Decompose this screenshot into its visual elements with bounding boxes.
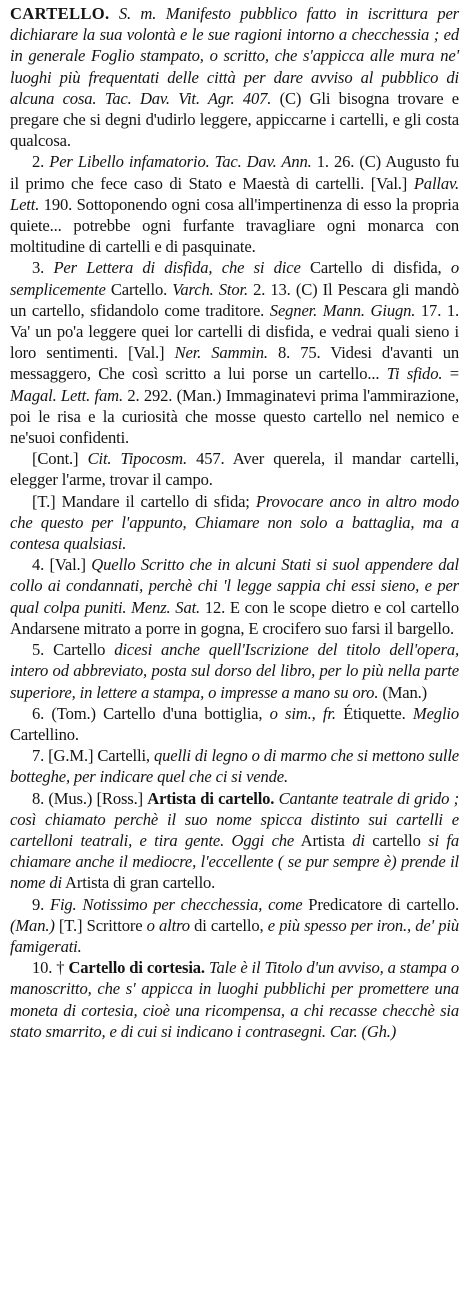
text-run: 4. [Val.]: [32, 555, 92, 575]
text-run: Cartello di cortesia.: [68, 958, 205, 978]
text-run: Cartello di disfida,: [300, 258, 451, 278]
text-run: Ti sfido.: [386, 364, 443, 384]
text-run: dicesi anche quell'Iscrizione del titolo dell'opera, intero od abbreviato, posta sul dorso del libro, per lo più nella parte superiore, in lettere a stampa, o impresse a mano su oro.: [10, 640, 459, 702]
text-run: Pallav. Lett.: [10, 173, 459, 214]
text-run: Quello Scritto che in alcuni Stati si suol appendere dal collo ai condannati, perchè chi 'l legge sappia chi essi sieno, e per qual colpa puniti. Menz. Sat.: [10, 555, 460, 617]
text-run: 1. 26. (C) Augusto fu il primo che fece caso di Stato e Maestà di cartelli. [Val.]: [10, 152, 459, 193]
text-run: (C) Gli bisogna trovare e pregare che si degni d'udirlo leggere, appiccarne i cartelli, e gli costa qualcosa.: [10, 88, 460, 151]
text-run: Artista di cartello.: [147, 788, 275, 808]
sense-7: [10, 745, 459, 787]
text-run: 8. (Mus.) [Ross.]: [32, 788, 148, 808]
text-run: [T.] Mandare il cartello di sfida;: [32, 491, 256, 511]
text-run: Cartello.: [105, 279, 173, 299]
text-run: [Cont.]: [32, 449, 88, 469]
text-run: di cartello,: [189, 915, 268, 935]
text-run: 10. †: [32, 958, 69, 978]
text-run: 6. (Tom.) Cartello d'una bottiglia,: [32, 703, 270, 723]
text-run: cartello: [364, 830, 429, 850]
sense-10: [10, 957, 459, 1042]
sense-3-citation-cont: [10, 448, 459, 490]
text-run: Étiquette.: [335, 703, 413, 723]
sense-9: [10, 894, 459, 958]
text-run: Tale è il Titolo d'un avviso, a stampa o manoscritto, che s' appicca in luoghi pubblichi per promettere una moneta di cortesia, cioè una ricompensa, a chi recasse checchè sia stato smarrito, e di cui si indicano i contrasegni. Car. (Gh.): [10, 958, 459, 1041]
sense-2: [10, 151, 459, 257]
text-run: Magal. Lett. fam.: [10, 385, 123, 405]
text-run: (Man.): [378, 682, 428, 702]
sense-3: [10, 257, 459, 448]
text-run: 457. Aver querela, il mandar cartelli, elegger l'arme, trovar il campo.: [10, 449, 460, 490]
text-run: [T.] Scrittore: [54, 915, 147, 935]
text-run: Predicatore di cartello.: [302, 894, 459, 914]
text-run: Cartellino.: [10, 724, 79, 744]
text-run: Artista: [294, 830, 353, 850]
text-run: o altro: [146, 915, 190, 935]
text-run: 8. 75. Videsi d'avanti un messaggero, Che così scritto a lui porse un cartello...: [10, 343, 459, 384]
text-run: (Man.): [10, 915, 55, 935]
text-run: 9.: [32, 894, 50, 914]
text-run: Per Libello infamatorio. Tac. Dav. Ann.: [49, 152, 312, 172]
text-run: Varch. Stor.: [172, 279, 248, 299]
sense-5: [10, 639, 459, 703]
text-run: Cit. Tipocosm.: [87, 449, 187, 469]
text-run: 17. 1. Va' un po'a leggere quei lor cartelli di disfida, e vedrai quali sieno i loro sentimenti. [Val.]: [10, 300, 459, 363]
text-run: quelli di legno o di marmo che si mettono sulle botteghe, per indicare quel che ci si vende.: [10, 746, 459, 787]
text-run: o sim., fr.: [269, 703, 336, 723]
text-run: di: [352, 830, 365, 850]
text-run: 12. E con le scope dietro e col cartello Andarsene mitrato a porre in gogna, E crocifero suo farsi il bargello.: [10, 597, 459, 638]
grammatical-gender: S. m.: [118, 4, 157, 23]
text-run: =: [442, 364, 459, 384]
text-run: 5. Cartello: [32, 640, 115, 660]
text-run: 2. 13. (C) Il Pescara gli mandò un cartello, sfidandolo come traditore.: [10, 279, 459, 320]
sense-3-note-t: [10, 491, 459, 555]
text-run: Manifesto pubblico fatto in iscrittura per dichiarare la sua volontà e le sue ragioni intorno a checchessia ; ed in generale Foglio stampato, o scritto, che s'appicca alle mura ne' luoghi più frequentati delle città per dare avviso al pubblico di alcuna cosa. Tac. Dav. Vit. Agr. 407.: [10, 4, 459, 108]
text-run: si fa chiamare anche il mediocre, l'eccellente ( se pur sempre è) prende il nome di: [10, 830, 460, 893]
text-run: 2. 292. (Man.) Immaginatevi prima l'ammirazione, poi le risa e la curiosità che mosse questo cartello nel nemico e ne'suoi confidenti.: [10, 385, 459, 448]
headword: CARTELLO.: [10, 4, 110, 23]
text-run: Per Lettera di disfida, che si dice: [53, 258, 301, 278]
text-run: Fig. Notissimo per checchessia, come: [49, 894, 303, 914]
text-run: e più spesso per iron., de' più famigerati.: [10, 915, 459, 956]
text-run: 7. [G.M.] Cartelli,: [32, 746, 154, 766]
sense-6: [10, 703, 459, 745]
text-run: Segner. Mann. Giugn.: [269, 300, 416, 320]
text-run: 2.: [32, 152, 50, 172]
text-run: Artista di gran cartello.: [61, 873, 216, 893]
text-run: 3.: [32, 258, 54, 278]
text-run: Meglio: [412, 703, 460, 723]
text-run: o semplicemente: [10, 258, 459, 299]
sense-4: [10, 554, 459, 639]
text-run: Provocare anco in altro modo che questo per l'appunto, Chiamare non solo a battaglia, ma a contesa qualsiasi.: [10, 491, 459, 554]
sense-8: [10, 788, 459, 894]
definition-body: [10, 4, 459, 150]
text-run: Cantante teatrale di grido ; così chiamato perchè il suo nome spicca distinto sui cartelli e cartelloni teatrali, e tira gente. Oggi che: [10, 788, 459, 850]
entry-definition-main: [10, 3, 459, 151]
text-run: 190. Sottoponendo ogni cosa all'impertinenza di esso la propria quiete... potrebbe ogni furfante travagliare ogni monarca con moltitudine di cartelli e di pasquinate.: [10, 194, 459, 257]
text-run: Ner. Sammin.: [174, 343, 268, 363]
